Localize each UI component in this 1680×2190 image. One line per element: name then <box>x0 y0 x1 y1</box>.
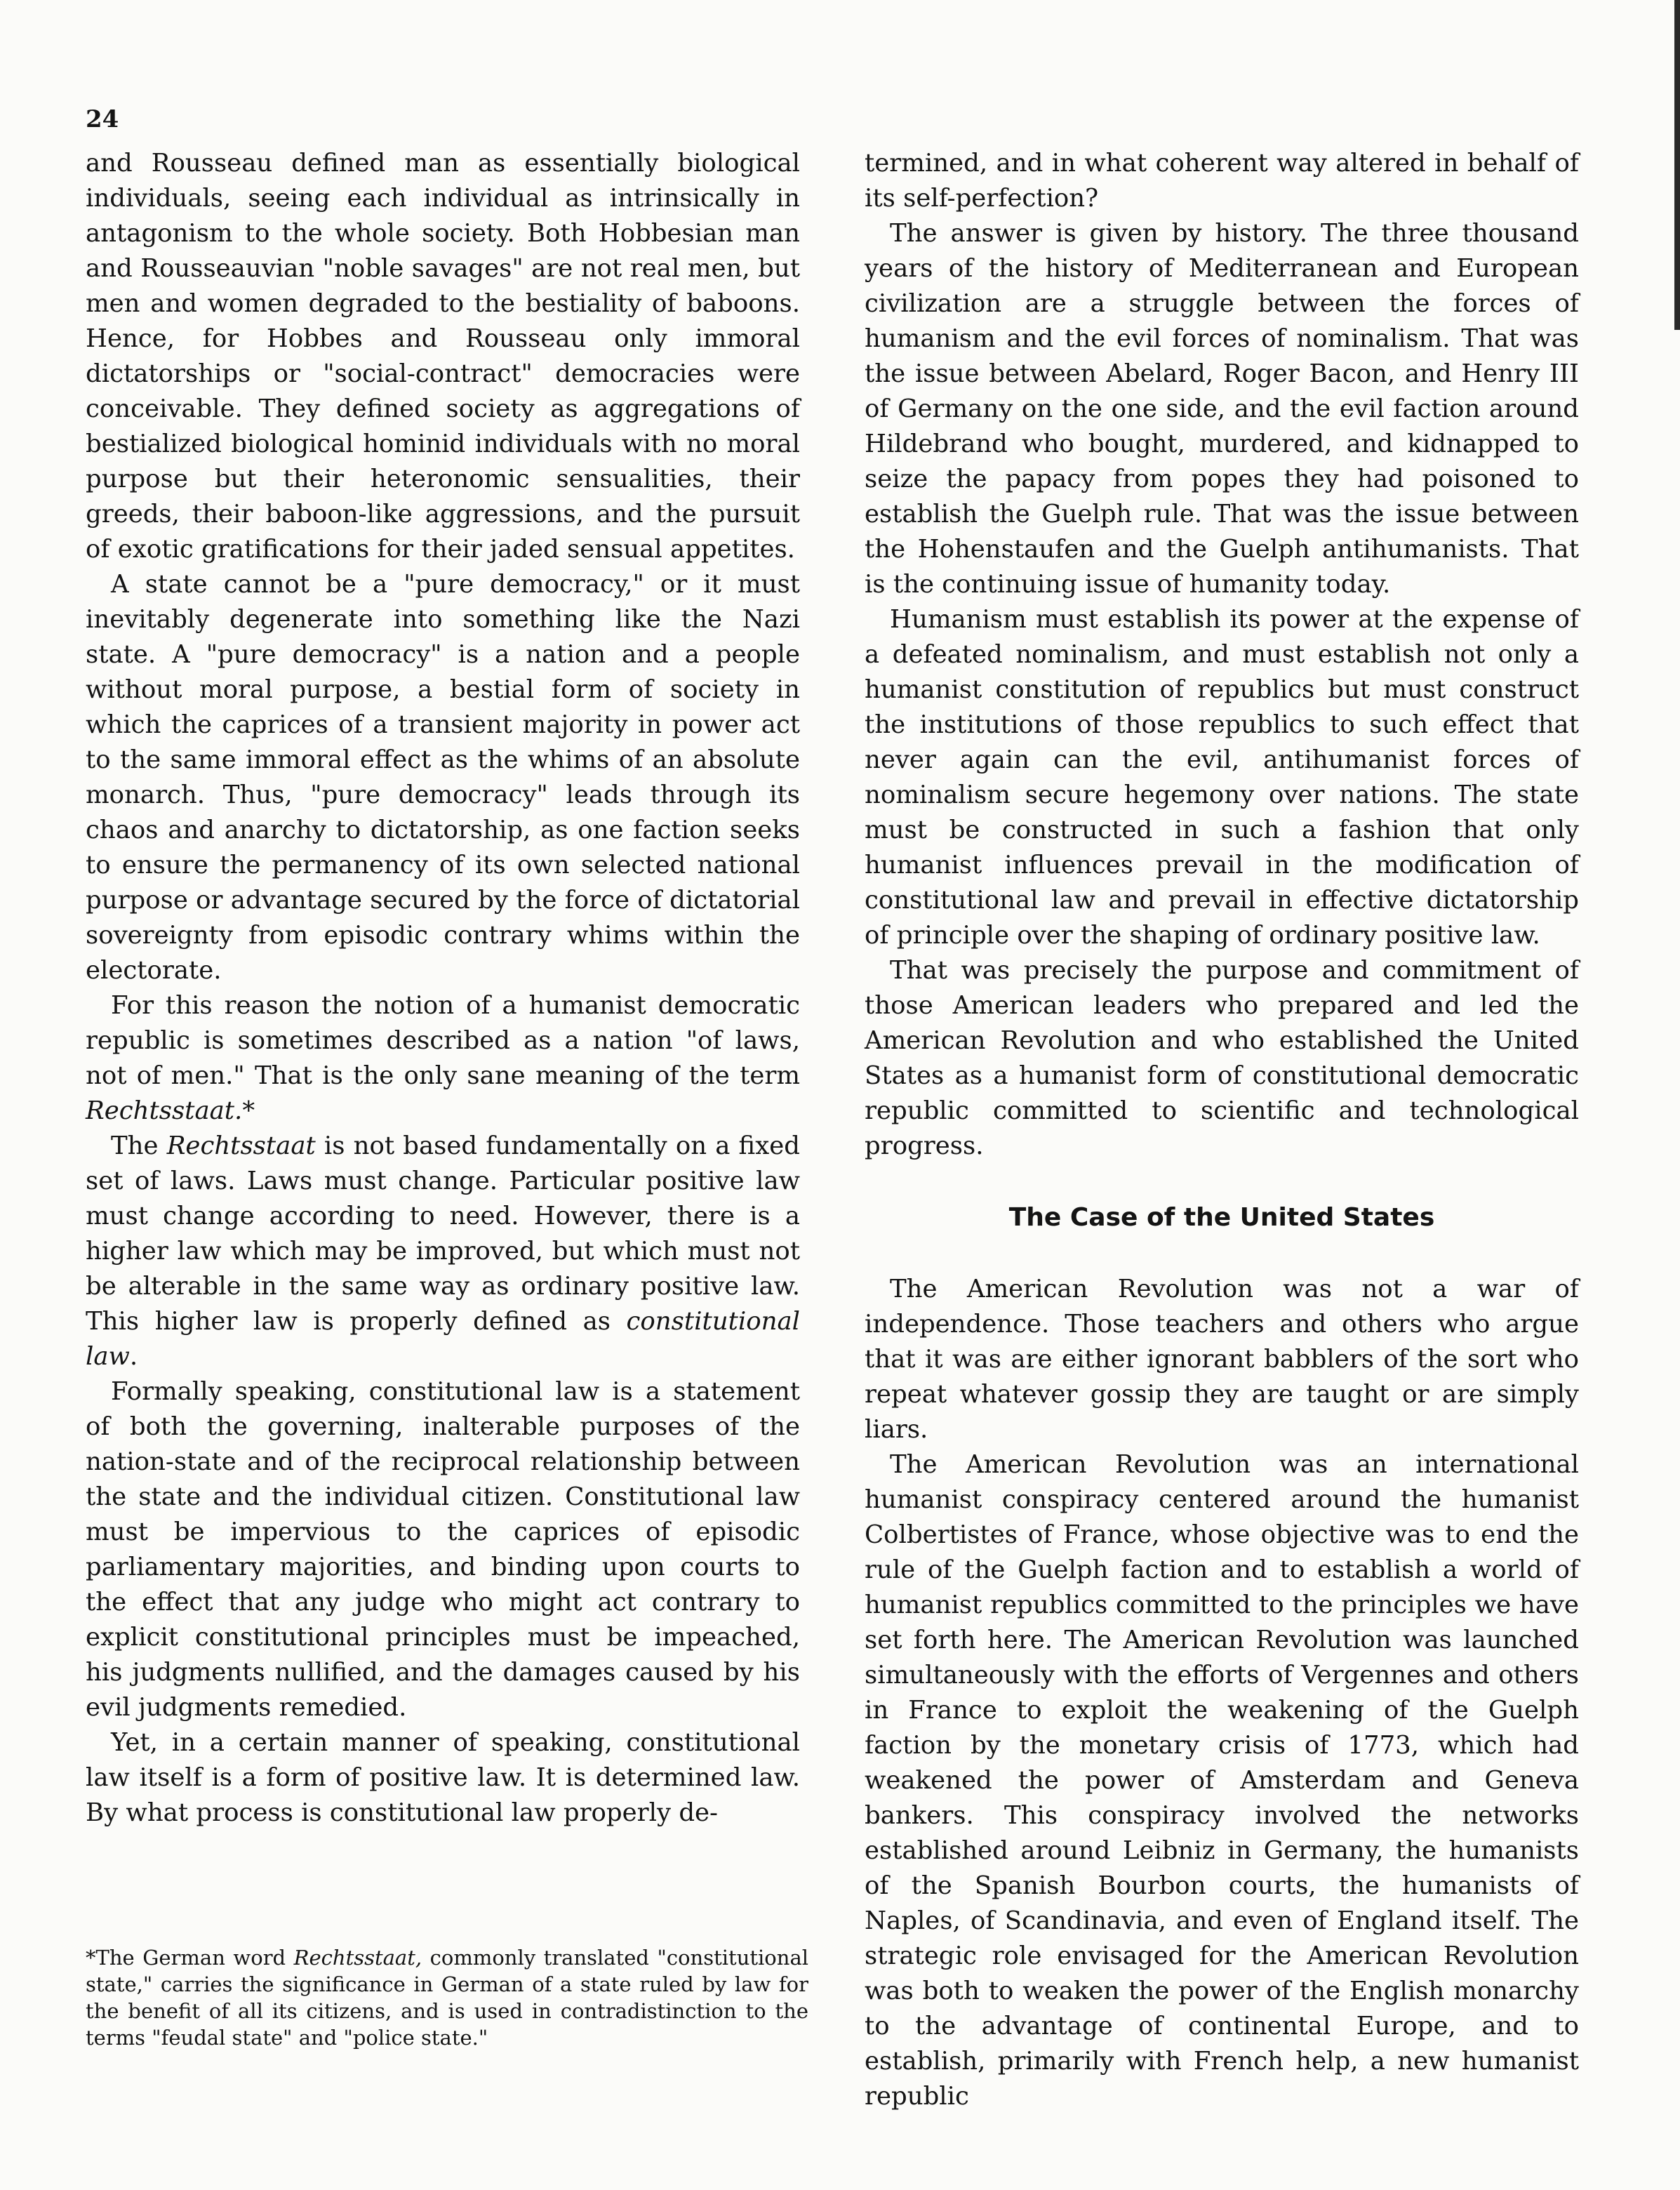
paragraph: Formally speaking, constitutional law is a statement of both the governing, inalterable purposes of the nation-state and of the reciprocal relationship between the state and the individual citizen. Constitutional law must be impervious to the caprices of episodic parliamentary majorities, and binding upon courts to the effect that any judge who might act contrary to explicit constitutional principles must be impeached, his judgments nullified, and the damages caused by his evil judgments remedied. <box>86 1377 800 1722</box>
italic-term: Rechtsstaat. <box>86 1096 243 1125</box>
italic-term: Rechtsstaat, <box>293 1946 422 1970</box>
footnote-marker: * <box>242 1096 255 1125</box>
paragraph: The American Revolution was not a war of independence. Those teachers and others who argue that it was are either ignorant babblers of the sort who repeat whatever gossip they are taught or are simply liars. <box>865 1275 1579 1444</box>
section-heading: The Case of the United States <box>1008 1203 1435 1232</box>
footnote-text-part: *The German word <box>86 1946 294 1970</box>
paragraph-text: The <box>111 1132 167 1160</box>
paragraph: That was precisely the purpose and commitment of those American leaders who prepared and led the American Revolution and who established the United States as a humanist form of constitutional democratic republic committed to scientific and technological progress. <box>865 956 1579 1160</box>
footnote <box>86 1944 808 2051</box>
paragraph <box>86 988 800 1129</box>
paragraph: The answer is given by history. The three thousand years of the history of Mediterranean and European civilization are a struggle between the forces of humanism and the evil forces of nominalism. That was the issue between Abelard, Roger Bacon, and Henry III of Germany on the one side, and the evil faction around Hildebrand who bought, murdered, and kidnapped to seize the papacy from popes they had poisoned to establish the Guelph rule. That was the issue between the Hohenstaufen and the Guelph antihumanists. That is the continuing issue of humanity today. <box>865 219 1579 599</box>
paragraph: Yet, in a certain manner of speaking, constitutional law itself is a form of positive law. It is determined law. By what process is constitutional law properly de- <box>86 1728 800 1827</box>
footnote-text <box>86 1944 808 2051</box>
footnote-text-part: commonly translated "constitutional state," carries the significance in German of a state ruled by law for the benefit of all its citizens, and is used in contradistinction to the terms "feudal state" and "police state." <box>86 1946 809 2050</box>
paragraph: termined, and in what coherent way altered in behalf of its self-perfection? <box>865 149 1579 213</box>
paragraph: The American Revolution was an international humanist conspiracy centered around the humanist Colbertistes of France, whose objective was to end the rule of the Guelph faction and to establish a world of humanist republics committed to the principles we have set forth here. The American Revolution was launched simultaneously with the efforts of Vergennes and others in France to exploit the weakening of the Guelph faction by the monetary crisis of 1773, which had weakened the power of Amsterdam and Geneva bankers. This conspiracy involved the networks established around Leibniz in Germany, the humanists of the Spanish Bourbon courts, the humanists of Naples, of Scandinavia, and even of England itself. The strategic role envisaged for the American Revolution was both to weaken the power of the English monarchy to the advantage of continental Europe, and to establish, primarily with French help, a new humanist republic <box>865 1450 1579 2111</box>
paragraph-text: is not based fundamentally on a fixed set of laws. Laws must change. Particular positive law must change according to need. However, there is a higher law which may be improved, but which must not be alterable in the same way as ordinary positive law. This higher law is properly defined as <box>86 1132 800 1336</box>
paragraph: A state cannot be a "pure democracy," or it must inevitably degenerate into something like the Nazi state. A "pure democracy" is a nation and a people without moral purpose, a bestial form of society in which the caprices of a transient majority in power act to the same immoral effect as the whims of an absolute monarch. Thus, "pure democracy" leads through its chaos and anarchy to dictatorship, as one faction seeks to ensure the permanency of its own selected national purpose or advantage secured by the force of dictatorial sovereignty from episodic contrary whims within the electorate. <box>86 570 800 985</box>
paragraph <box>86 1129 800 1374</box>
paragraph-text: . <box>129 1342 138 1371</box>
right-column <box>865 146 1579 2114</box>
paragraph: and Rousseau defined man as essentially biological individuals, seeing each individual as intrinsically in antagonism to the whole society. Both Hobbesian man and Rousseauvian "noble savages" are not real men, but men and women degraded to the bestiality of baboons. Hence, for Hobbes and Rousseau only immoral dictatorships or "social-contract" democracies were conceivable. They defined society as aggregations of bestialized biological hominid individuals with no moral purpose but their heteronomic sensualities, their greeds, their baboon-like aggressions, and the pursuit of exotic gratifications for their jaded sensual appetites. <box>86 149 800 564</box>
page-number: 24 <box>86 105 119 133</box>
scan-edge-mark <box>1674 0 1680 330</box>
paragraph-text: For this reason the notion of a humanist democratic republic is sometimes described as a nation "of laws, not of men." That is the only sane meaning of the term <box>86 991 800 1090</box>
left-column <box>86 146 800 1831</box>
italic-term: constitutional law <box>86 1307 800 1371</box>
paragraph: Humanism must establish its power at the expense of a defeated nominalism, and must establish not only a humanist constitution of republics but must construct the institutions of those republics to such effect that never again can the evil, antihumanist forces of nominalism secure hegemony over nations. The state must be constructed in such a fashion that only humanist influences prevail in the modification of constitutional law and prevail in effective dictatorship of principle over the shaping of ordinary positive law. <box>865 605 1579 950</box>
italic-term: Rechtsstaat <box>166 1132 316 1160</box>
